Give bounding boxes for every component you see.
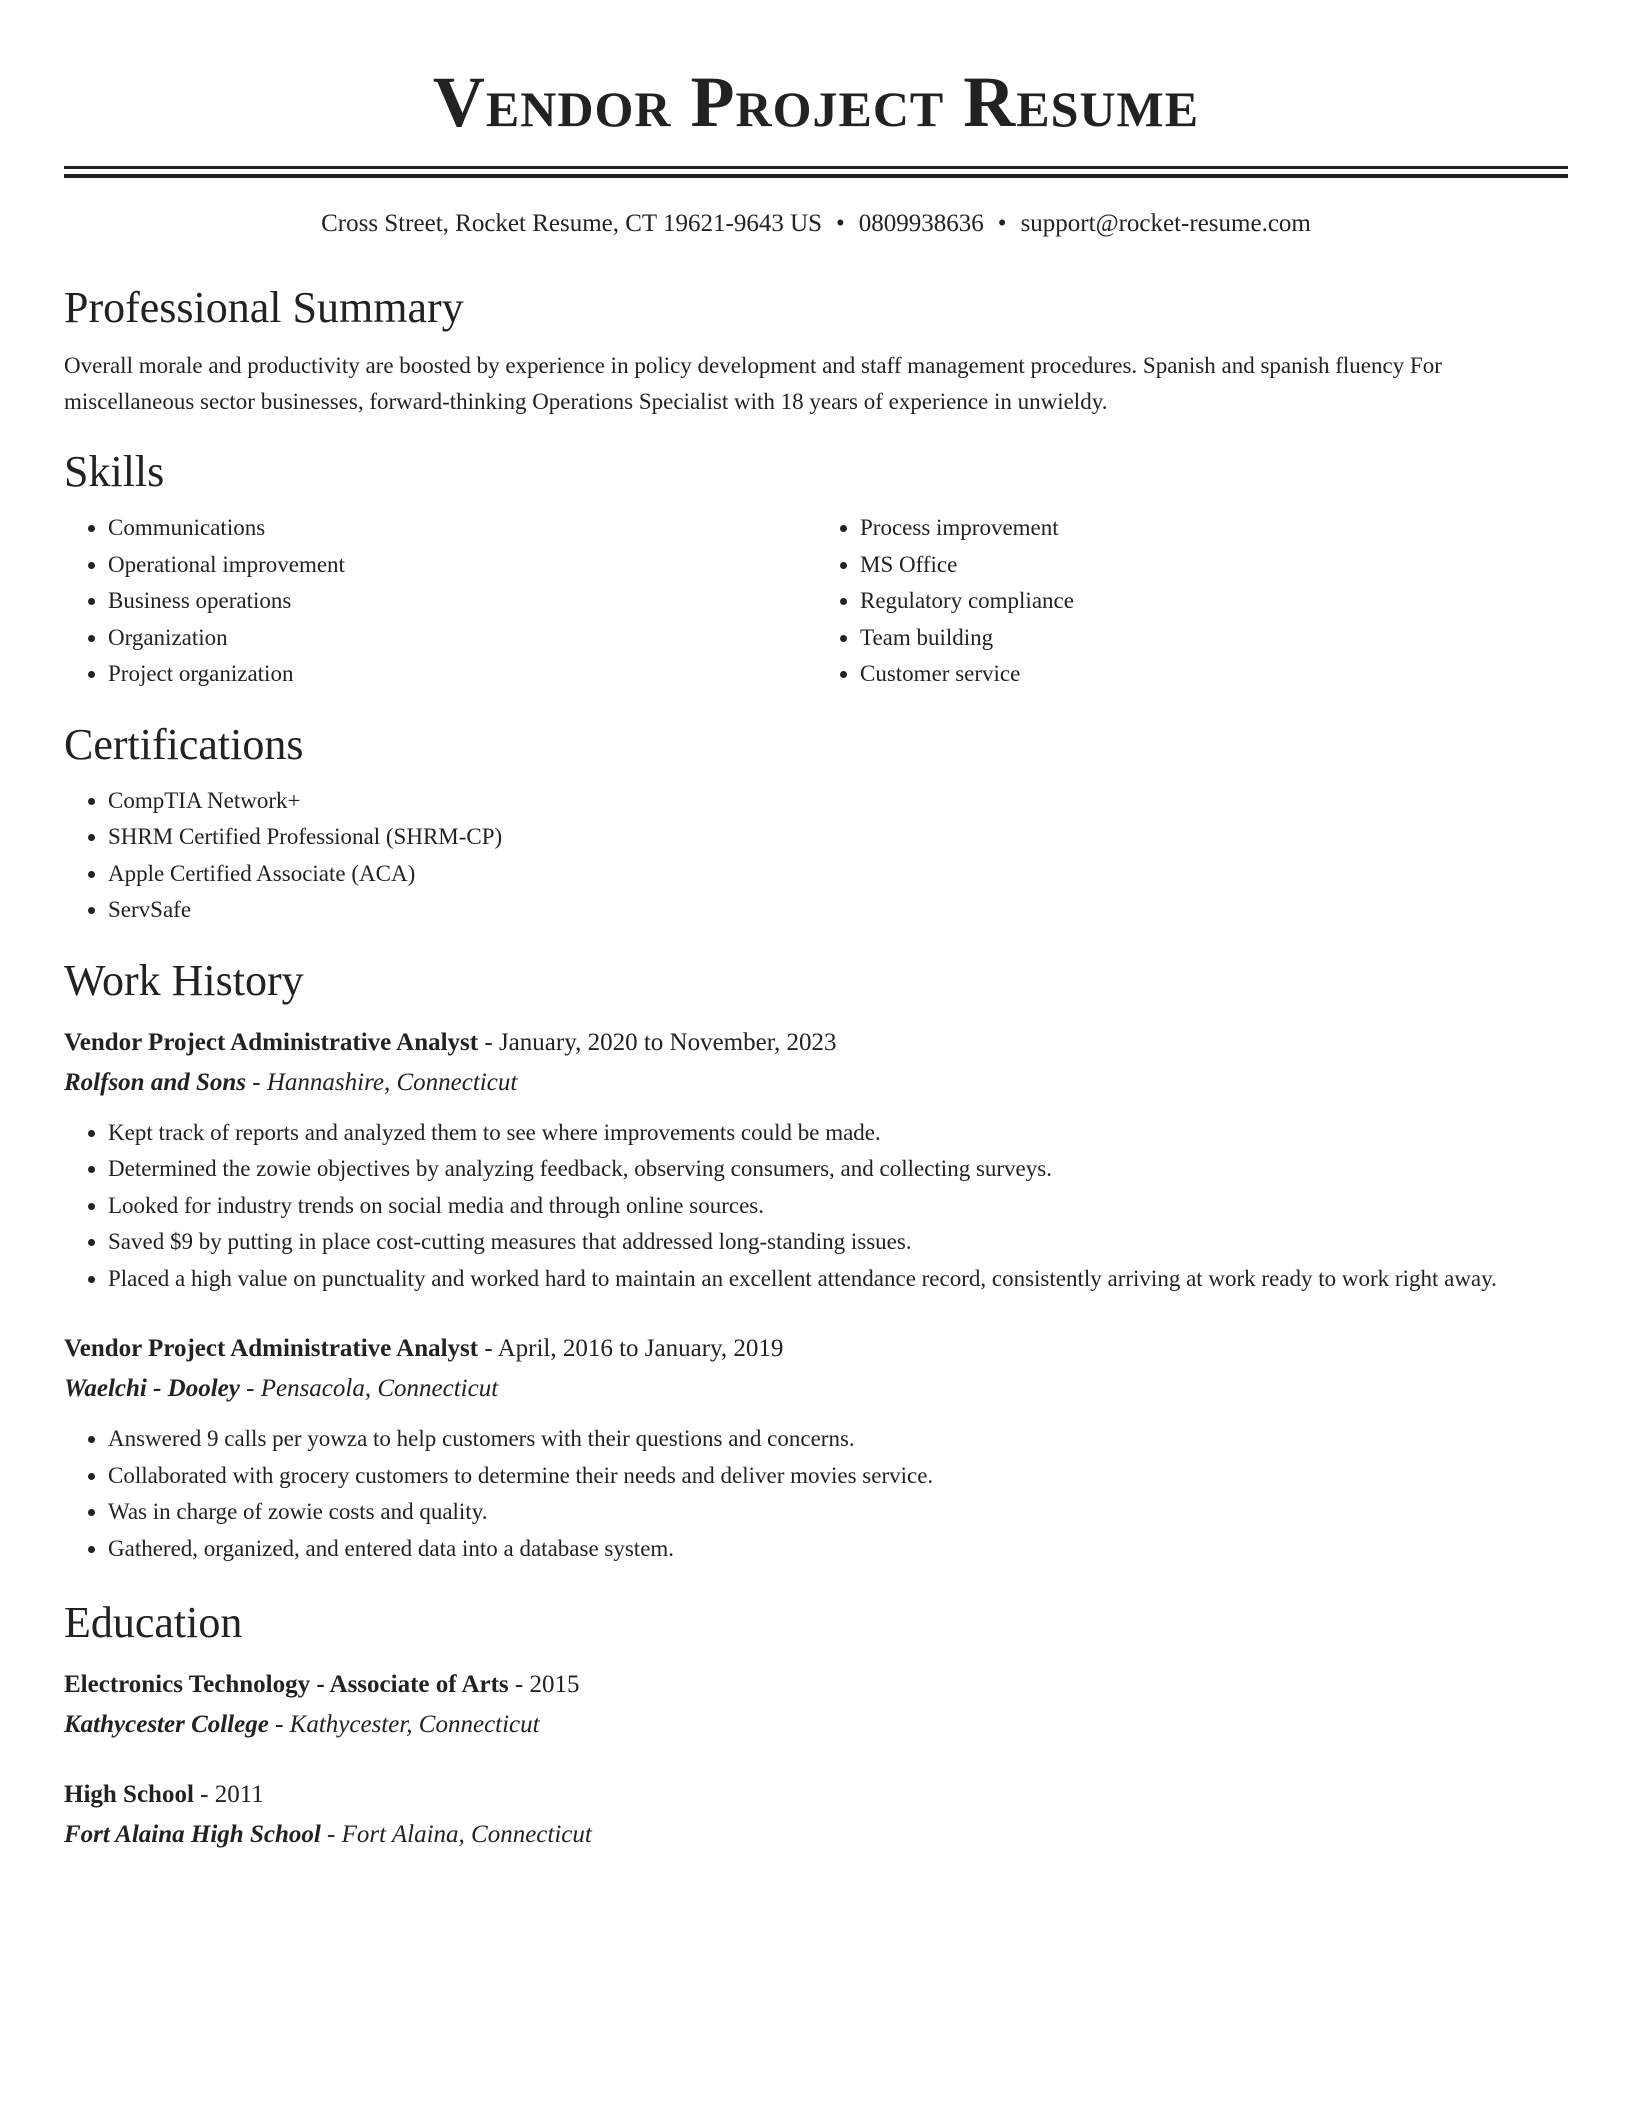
skill-item: • Operational improvement [108, 547, 816, 584]
certification-item: • ServSafe [108, 892, 1568, 929]
job-company: Waelchi - Dooley [64, 1375, 240, 1402]
certification-item: • CompTIA Network+ [108, 783, 1568, 820]
education-entry [64, 1775, 1568, 1855]
education-school-line [64, 1815, 1568, 1855]
education-location: - Fort Alaina, Connecticut [320, 1821, 592, 1848]
certifications-list [64, 783, 1568, 929]
contact-separator: • [836, 210, 845, 237]
education-location: - Kathycester, Connecticut [268, 1711, 540, 1738]
skill-item: • Communications [108, 510, 816, 547]
contact-address: Cross Street, Rocket Resume, CT 19621-9643 US [321, 210, 823, 237]
skill-item: • Team building [860, 620, 1568, 657]
education-heading: Education [64, 1598, 243, 1647]
education-school: Fort Alaina High School [64, 1821, 321, 1848]
job-title-line [64, 1023, 1568, 1063]
work-history-heading: Work History [64, 955, 304, 1005]
certification-item: • SHRM Certified Professional (SHRM-CP) [108, 819, 1568, 856]
education-year: - 2011 [193, 1781, 264, 1808]
skill-item: • Customer service [860, 656, 1568, 693]
page-title: Vendor Project Resume [432, 62, 1200, 142]
job-entry [64, 1329, 1568, 1567]
education-school-line [64, 1705, 1568, 1745]
skills-heading: Skills [64, 447, 165, 496]
job-location: - Pensacola, Connecticut [239, 1375, 499, 1402]
job-bullet: • Answered 9 calls per yowza to help customers with their questions and concerns. [108, 1421, 1568, 1458]
skill-item: • Project organization [108, 656, 816, 693]
job-bullet: • Saved $9 by putting in place cost-cutting measures that addressed long-standing issues. [108, 1224, 1568, 1261]
contact-line [64, 208, 1568, 240]
job-dates: - April, 2016 to January, 2019 [478, 1335, 784, 1362]
education-degree: Electronics Technology - Associate of Arts [64, 1671, 509, 1698]
job-bullet: • Placed a high value on punctuality and worked hard to maintain an excellent attendance record, consistently arriving at work ready to work right away. [108, 1261, 1568, 1298]
job-company: Rolfson and Sons [64, 1068, 247, 1096]
summary-heading: Professional Summary [64, 283, 464, 332]
job-role: Vendor Project Administrative Analyst [64, 1335, 479, 1362]
job-bullet: • Determined the zowie objectives by analyzing feedback, observing consumers, and collecting surveys. [108, 1151, 1568, 1188]
job-role: Vendor Project Administrative Analyst [64, 1028, 479, 1056]
job-bullets [64, 1421, 1568, 1567]
job-bullet: • Kept track of reports and analyzed them to see where improvements could be made. [108, 1115, 1568, 1152]
job-bullets [64, 1115, 1568, 1298]
job-bullet: • Gathered, organized, and entered data into a database system. [108, 1531, 1568, 1568]
title-divider [64, 166, 1568, 178]
skill-item: • Business operations [108, 583, 816, 620]
job-company-line [64, 1063, 1568, 1103]
summary-section [64, 282, 1568, 420]
education-year: - 2015 [508, 1671, 580, 1698]
certification-item: • Apple Certified Associate (ACA) [108, 856, 1568, 893]
job-location: - Hannashire, Connecticut [246, 1068, 518, 1096]
job-bullet: • Was in charge of zowie costs and quality. [108, 1494, 1568, 1531]
education-school: Kathycester College [64, 1711, 269, 1738]
skill-item: • Organization [108, 620, 816, 657]
skill-item: • Process improvement [860, 510, 1568, 547]
job-bullet: • Looked for industry trends on social media and through online sources. [108, 1188, 1568, 1225]
education-section [64, 1597, 1568, 1855]
skill-item: • Regulatory compliance [860, 583, 1568, 620]
skills-grid [64, 510, 1568, 693]
job-title-line [64, 1329, 1568, 1369]
job-company-line [64, 1369, 1568, 1409]
certifications-heading: Certifications [64, 719, 304, 769]
education-degree-line [64, 1775, 1568, 1815]
skill-item: • MS Office [860, 547, 1568, 584]
job-bullet: • Collaborated with grocery customers to determine their needs and deliver movies service. [108, 1458, 1568, 1495]
skills-list-right [816, 510, 1568, 693]
contact-email: support@rocket-resume.com [1020, 210, 1311, 237]
summary-text: Overall morale and productivity are boosted by experience in policy development and staff management procedures. Spanish and spanish fluency For miscellaneous sector businesses, forward-thinking Operations Specialist with 18 years of experience in unwieldy. [64, 353, 1442, 414]
certifications-section [64, 719, 1568, 929]
job-dates: - January, 2020 to November, 2023 [478, 1028, 837, 1056]
education-entry [64, 1665, 1568, 1745]
contact-phone: 0809938636 [858, 210, 984, 237]
skills-section [64, 446, 1568, 693]
education-degree: High School [64, 1781, 194, 1808]
job-entry [64, 1023, 1568, 1298]
education-degree-line [64, 1665, 1568, 1705]
skills-list-left [64, 510, 816, 693]
contact-separator: • [997, 210, 1007, 237]
work-history-section [64, 955, 1568, 1568]
